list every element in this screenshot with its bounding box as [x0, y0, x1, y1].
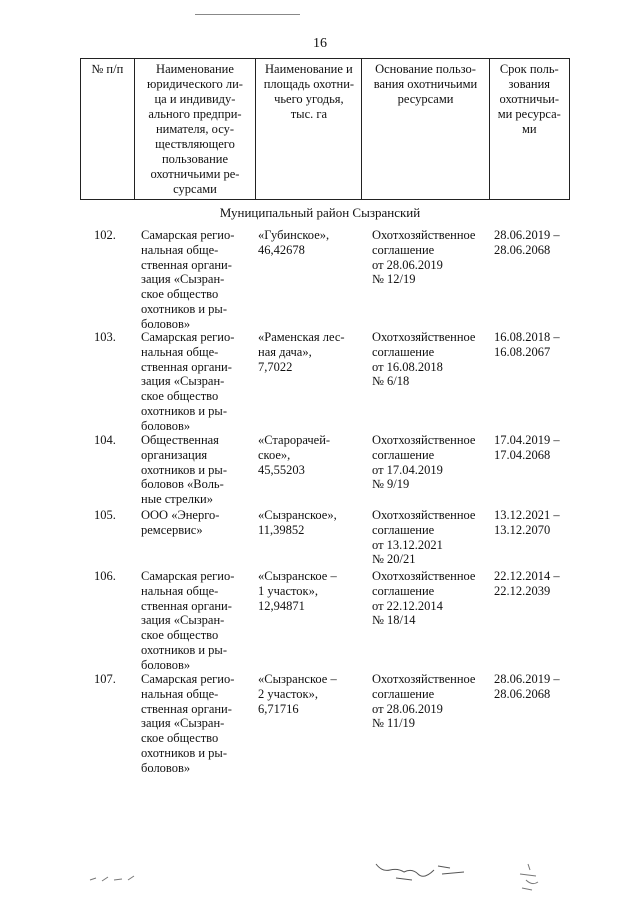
row-basis: Охотхозяйственное соглашение от 22.12.2014 № 18/14: [372, 569, 476, 628]
row-organization: Самарская регио- нальная обще- ственная органи- зация «Сызран- ское общество охотников и ры- боловов»: [141, 672, 235, 775]
row-land: «Губинское», 46,42678: [258, 228, 330, 257]
row-number: 107.: [94, 672, 116, 686]
scan-artifact-line: [195, 14, 300, 15]
header-col-term: Срок поль- зования охотничьи- ми ресурса- ми: [489, 59, 569, 200]
scan-mark-left: [88, 868, 148, 888]
row-term: 13.12.2021 – 13.12.2070: [494, 508, 560, 537]
row-basis: Охотхозяйственное соглашение от 13.12.2021 № 20/21: [372, 508, 476, 567]
row-number: 103.: [94, 330, 116, 344]
row-land: «Сызранское», 11,39852: [258, 508, 337, 537]
signature-mark: [372, 858, 472, 888]
header-col-land: Наименование и площадь охотни- чьего угодья, тыс. га: [256, 59, 362, 200]
row-term: 22.12.2014 – 22.12.2039: [494, 569, 560, 598]
header-col-basis: Основание пользо- вания охотничьими ресурсами: [362, 59, 489, 200]
header-col-number: № п/п: [81, 59, 135, 200]
row-term: 28.06.2019 – 28.06.2068: [494, 228, 560, 257]
row-land: «Старорачей- ское», 45,55203: [258, 433, 331, 477]
row-land: «Раменская лес- ная дача», 7,7022: [258, 330, 345, 374]
row-number: 104.: [94, 433, 116, 447]
row-organization: Общественная организация охотников и ры- боловов «Воль- ные стрелки»: [141, 433, 227, 507]
row-basis: Охотхозяйственное соглашение от 28.06.2019 № 12/19: [372, 228, 476, 287]
row-term: 28.06.2019 – 28.06.2068: [494, 672, 560, 701]
header-row: [81, 59, 570, 200]
row-organization: ООО «Энерго- ремсервис»: [141, 508, 220, 537]
row-basis: Охотхозяйственное соглашение от 17.04.2019 № 9/19: [372, 433, 476, 492]
row-organization: Самарская регио- нальная обще- ственная органи- зация «Сызран- ское общество охотников и ры- боловов»: [141, 330, 235, 433]
row-organization: Самарская регио- нальная обще- ственная органи- зация «Сызран- ское общество охотников и ры- боловов»: [141, 569, 235, 672]
page-number: 16: [313, 36, 327, 51]
section-title: Муниципальный район Сызранский: [219, 205, 421, 220]
row-basis: Охотхозяйственное соглашение от 16.08.2018 № 6/18: [372, 330, 476, 389]
row-basis: Охотхозяйственное соглашение от 28.06.2019 № 11/19: [372, 672, 476, 731]
row-number: 105.: [94, 508, 116, 522]
table-header: [80, 58, 570, 200]
row-land: «Сызранское – 1 участок», 12,94871: [258, 569, 337, 613]
row-land: «Сызранское – 2 участок», 6,71716: [258, 672, 337, 716]
row-term: 16.08.2018 – 16.08.2067: [494, 330, 560, 359]
header-col-organization: Наименование юридического ли- ца и индивиду- ального предпри- нимателя, осу- ществляющего пользование охотничьими ре- сурсами: [134, 59, 256, 200]
scan-mark-right: [508, 860, 548, 896]
row-number: 106.: [94, 569, 116, 583]
row-term: 17.04.2019 – 17.04.2068: [494, 433, 560, 462]
row-organization: Самарская регио- нальная обще- ственная органи- зация «Сызран- ское общество охотников и ры- боловов»: [141, 228, 235, 331]
row-number: 102.: [94, 228, 116, 242]
